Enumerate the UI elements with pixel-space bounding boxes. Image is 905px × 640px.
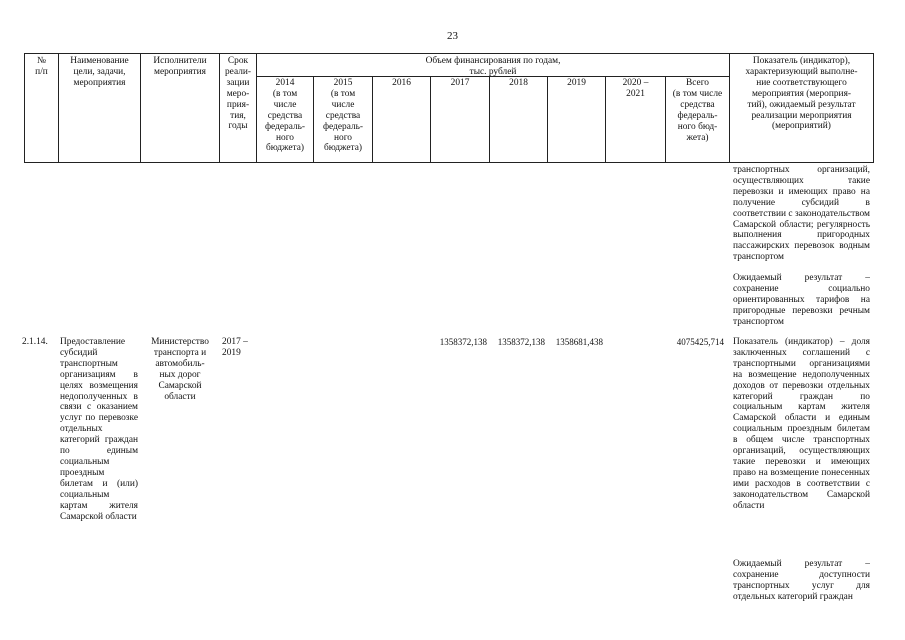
header-number: № п/п	[35, 56, 48, 77]
col-divider	[489, 76, 490, 163]
row-value-2018: 1358372,138	[497, 337, 545, 347]
header-year-2020-2021: 2020 – 2021	[622, 78, 649, 99]
row-name: Предоставление субсидий транспортным организациям в целях возмещения недополученных в связи с оказанием услуг по перевозке отдельных категорий граждан по единым социальным проездным билетам и (или) социальным картам жителя Самарской области	[60, 337, 138, 522]
row-number: 2.1.14.	[22, 337, 48, 347]
header-year-2017: 2017	[450, 78, 470, 88]
row-value-2017: 1358372,138	[439, 337, 487, 347]
page-number: 23	[447, 30, 458, 42]
header-year-2014: 2014 (в том числе средства федераль- ного бюджета)	[264, 78, 306, 154]
header-indicator: Показатель (индикатор), характеризующий выполне- ние соответствующего мероприятия (мероприя- тий), ожидаемый результат реализации мероприятия (мероприятий)	[745, 56, 858, 132]
col-divider	[430, 76, 431, 163]
row-executor: Министерство транспорта и автомобиль- ных дорог Самарской области	[151, 337, 209, 402]
header-year-2015: 2015 (в том числе средства федераль- ного бюджета)	[322, 78, 364, 154]
header-year-2018: 2018	[509, 78, 528, 88]
col-divider	[372, 76, 373, 163]
col-divider	[547, 76, 548, 163]
continuation-result-text: Ожидаемый результат – сохранение социально ориентированных тарифов на пригородные перевозки речным транспортом	[733, 273, 870, 327]
header-name: Наименование цели, задачи, мероприятия	[70, 56, 129, 88]
row-term: 2017 – 2019	[222, 337, 248, 358]
table-right-border	[873, 53, 874, 163]
continuation-indicator-text: транспортных организаций, осуществляющих такие перевозки и имеющих право на получение субсидий в соответствии с законодательством Самарской области; регулярность выполнения пригородных пассажирских перевозок водным транспортом	[733, 165, 870, 263]
table-top-border	[24, 53, 874, 54]
row-result-text: Ожидаемый результат – сохранение доступности транспортных услуг для отдельных категорий граждан	[733, 559, 870, 602]
header-term: Срок реали- зации меро- прия- тия, годы	[224, 56, 252, 132]
header-total: Всего (в том числе средства федераль- ного бюд- жета)	[672, 78, 723, 143]
header-year-2019: 2019	[567, 78, 586, 88]
row-value-2019: 1358681,438	[555, 337, 603, 347]
header-executor: Исполнители мероприятия	[153, 56, 207, 77]
row-value-total: 4075425,714	[676, 337, 724, 347]
header-funding-title: Объем финансирования по годам, тыс. рублей	[425, 56, 561, 77]
row-indicator-text: Показатель (индикатор) – доля заключенных соглашений с транспортными организациями на возмещение недополученных доходов от перевозки отдельных категорий граждан по социальным картам жителя Самарской области и единым социальным проездным билетам в общем числе транспортных организаций, осуществляющих такие перевозки и имеющих право на возмещение понесенных ими расходов в соответствии с законодательством Самарской области	[733, 337, 870, 511]
header-bottom-border	[24, 162, 874, 163]
header-year-2016: 2016	[392, 78, 411, 88]
